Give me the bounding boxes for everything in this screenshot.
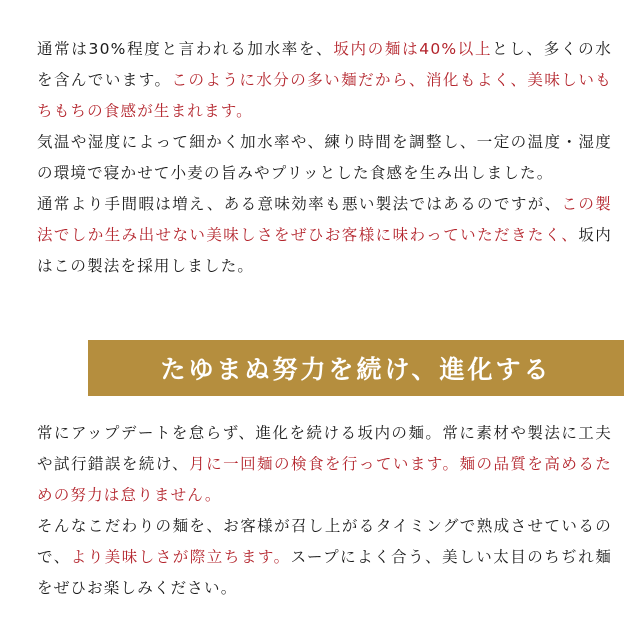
intro-paragraph-method [37, 189, 612, 282]
evolution-p2-highlight: より美味しさが際立ちます。 [70, 548, 291, 566]
evolution-p1-text-1: 常にアップデートを怠らず、進化を続ける坂内の麺。常に素材や製法に工夫や試行錯誤を続け、 [37, 424, 612, 473]
evolution-p2-text-1: そんなこだわりの麺を、お客様が召し上がるタイミングで熟成させているので、 [37, 517, 612, 566]
evolution-p2-text-2: スープによく合う、美しい太目のちぢれ麺をぜひお楽しみください。 [37, 548, 612, 597]
intro-p1-highlight-texture: このように水分の多い麺だから、消化もよく、美味しいもちもちの食感が生まれます。 [37, 71, 612, 120]
intro-section [37, 34, 612, 282]
section-heading-banner [88, 340, 624, 396]
intro-p1-text-2: とし、多くの水を含んでいます。 [37, 40, 612, 89]
intro-p1-highlight-ratio: 坂内の麺は40%以上 [333, 40, 493, 58]
section-heading-title: たゆまぬ努力を続け、進化する [160, 355, 552, 384]
evolution-section [37, 418, 612, 604]
intro-paragraph-water-ratio [37, 34, 612, 127]
intro-paragraph-process: 気温や湿度によって細かく加水率や、練り時間を調整し、一定の温度・湿度の環境で寝かせて小麦の旨みやプリッとした食感を生み出しました。 [37, 133, 612, 182]
intro-p3-highlight: この製法でしか生み出せない美味しさをぜひお客様に味わっていただきたく、 [37, 195, 612, 244]
evolution-p1-highlight: 月に一回麺の検食を行っています。麺の品質を高めるための努力は怠りません。 [37, 455, 612, 504]
intro-p3-text-2: 坂内はこの製法を採用しました。 [37, 226, 613, 275]
evolution-paragraph-enjoy [37, 511, 612, 604]
intro-p1-text-1: 通常は30%程度と言われる加水率を、 [37, 40, 334, 58]
evolution-paragraph-update [37, 418, 612, 511]
intro-p3-text-1: 通常より手間暇は増え、ある意味効率も悪い製法ではあるのですが、 [37, 195, 562, 213]
